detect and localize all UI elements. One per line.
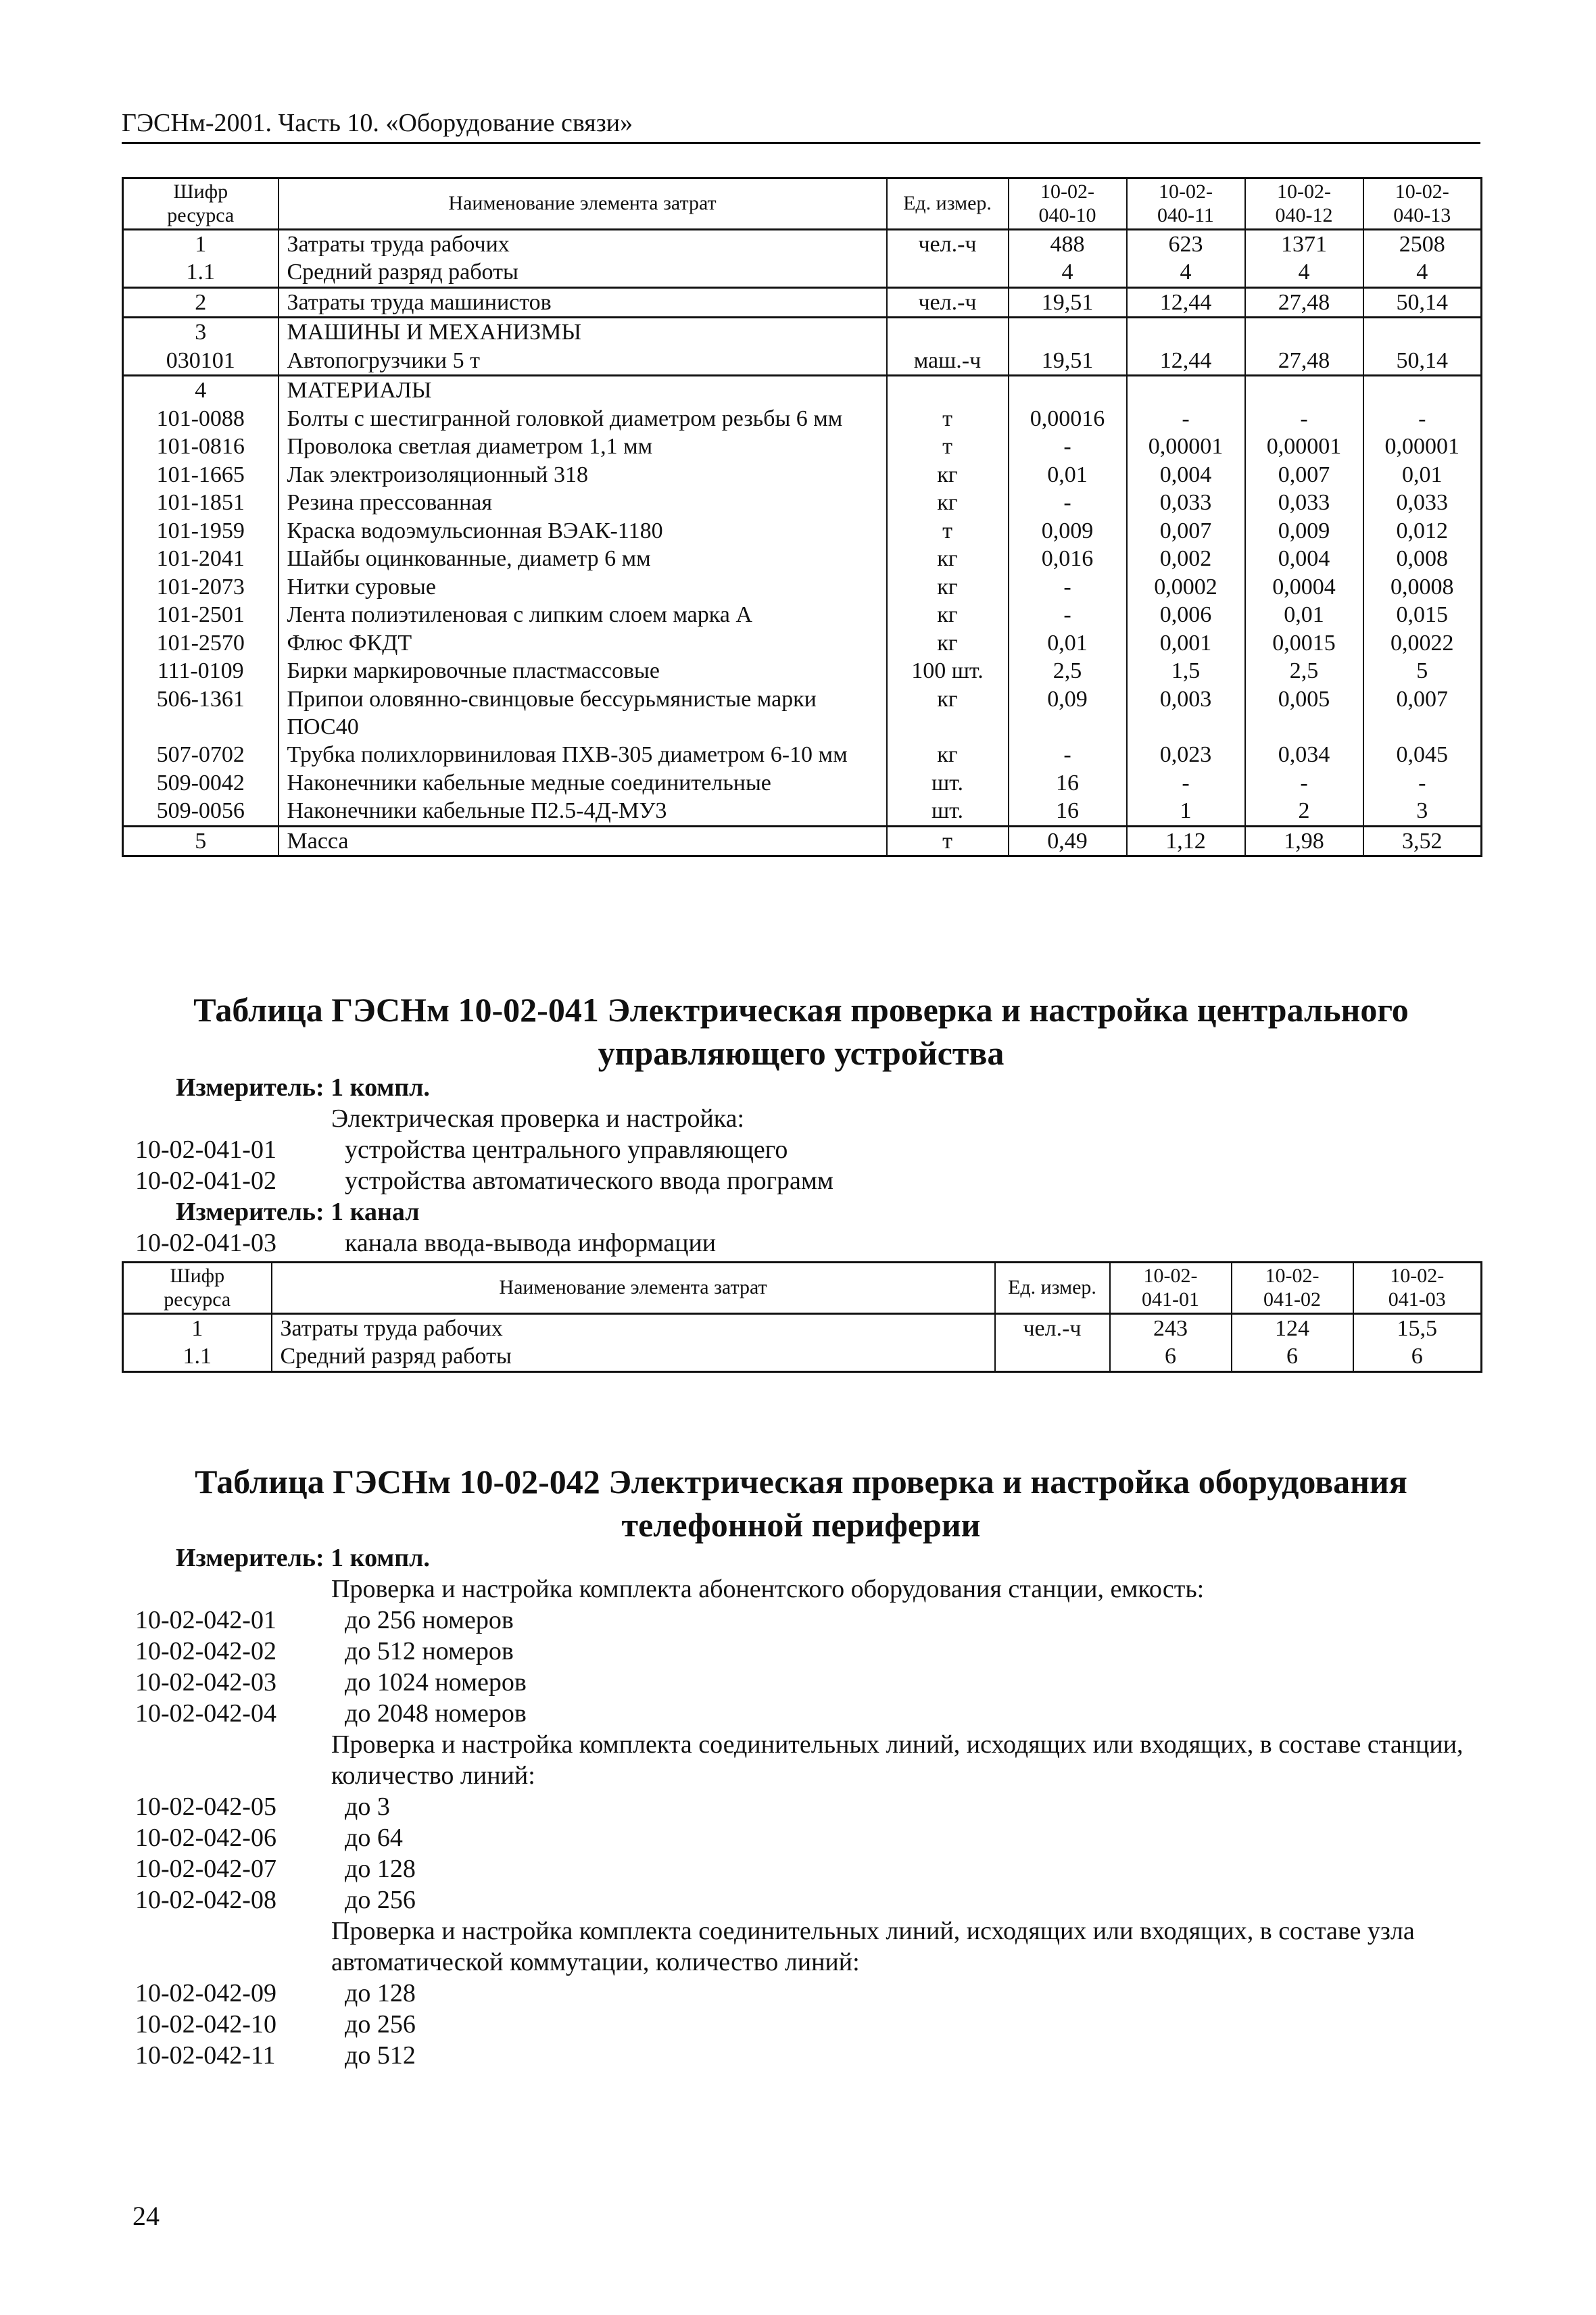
list-item: 10-02-041-03 канала ввода-вывода информации [135, 1229, 717, 1257]
cell-name: Краска водоэмульсионная ВЭАК-1180 [279, 517, 887, 545]
cell-code: 101-2501 [123, 601, 279, 629]
cell-v4: 0,007 [1363, 685, 1482, 741]
table-row [123, 657, 1482, 685]
cell-name: Затраты труда машинистов [279, 287, 887, 317]
cell-v2 [1127, 318, 1245, 347]
cell-v2 [1127, 376, 1245, 405]
cell-v4: 0,01 [1363, 461, 1482, 489]
cell-v3: 0,009 [1245, 517, 1363, 545]
cell-unit: т [887, 826, 1009, 856]
cell-v1: - [1009, 433, 1127, 460]
col-header-name: Наименование элемента затрат [272, 1263, 995, 1314]
list-item: 10-02-042-07 до 128 [135, 1855, 416, 1883]
cell-unit: кг [887, 545, 1009, 572]
cell-v4 [1363, 376, 1482, 405]
cell-unit [887, 376, 1009, 405]
cell-code: 506-1361 [123, 685, 279, 741]
cell-name: Автопогрузчики 5 т [279, 347, 887, 376]
cell-v1 [1009, 376, 1127, 405]
cell-v2: 0,001 [1127, 629, 1245, 657]
table-row [123, 741, 1482, 769]
col-header-041-03: 10-02- 041-03 [1353, 1263, 1482, 1314]
cell-name: Припои оловянно-свинцовые бессурьмянистые марки ПОС40 [279, 685, 887, 741]
section-intro: Проверка и настройка комплекта соединительных линий, исходящих или входящих, в составе узла автоматической коммутации, количество линий: [331, 1917, 1415, 1976]
cell-name: Болты с шестигранной головкой диаметром резьбы 6 мм [279, 405, 887, 433]
list-item: 10-02-042-09 до 128 [135, 1979, 416, 2007]
table-row: 1.1 Средний разряд работы 6 6 6 [123, 1342, 1482, 1371]
measure-unit: Измеритель: 1 канал [176, 1198, 420, 1226]
cell-v1: 4 [1009, 258, 1127, 287]
cell-v4: 0,0022 [1363, 629, 1482, 657]
cell-v3 [1245, 318, 1363, 347]
cell-v1: 2,5 [1009, 657, 1127, 685]
table-row [123, 433, 1482, 460]
cell-v2: 0,006 [1127, 601, 1245, 629]
col-header-code: Шифр ресурса [123, 1263, 272, 1314]
cell-unit: кг [887, 741, 1009, 769]
table-row [123, 629, 1482, 657]
measure-unit: Измеритель: 1 компл. [176, 1544, 430, 1572]
cell-code: 101-2073 [123, 573, 279, 601]
col-header-code: Шифр ресурса [123, 178, 279, 230]
section-042-spec [122, 1542, 1480, 2071]
cell-name: Резина прессованная [279, 489, 887, 516]
cell-unit: 100 шт. [887, 657, 1009, 685]
cell-v2: 12,44 [1127, 347, 1245, 376]
list-item: 10-02-042-05 до 3 [135, 1793, 390, 1821]
cell-v1: 0,009 [1009, 517, 1127, 545]
col-header-040-12: 10-02- 040-12 [1245, 178, 1363, 230]
cell-name: МАТЕРИАЛЫ [279, 376, 887, 405]
cell-unit: чел.-ч [887, 230, 1009, 259]
cell-v3: 0,0015 [1245, 629, 1363, 657]
cell-v3: 1371 [1245, 230, 1363, 259]
measure-unit: Измеритель: 1 компл. [176, 1073, 430, 1102]
running-header: ГЭСНм-2001. Часть 10. «Оборудование связи» [122, 108, 1480, 144]
resource-table-041 [122, 1261, 1482, 1373]
table-row [123, 685, 1482, 741]
cell-v2: 1,5 [1127, 657, 1245, 685]
cell-v3: 0,005 [1245, 685, 1363, 741]
list-item: 10-02-042-02 до 512 номеров [135, 1637, 514, 1665]
cell-name: Флюс ФКДТ [279, 629, 887, 657]
cell-unit: кг [887, 601, 1009, 629]
table-row [123, 601, 1482, 629]
cell-v3: - [1245, 769, 1363, 797]
table-042-title: Таблица ГЭСНм 10-02-042 Электрическая проверка и настройка оборудования телефонной периферии [195, 1463, 1407, 1544]
cell-name: Масса [279, 826, 887, 856]
cell-v2: 12,44 [1127, 287, 1245, 317]
cell-code: 101-0088 [123, 405, 279, 433]
cell-v4: 50,14 [1363, 287, 1482, 317]
table-header-row [123, 178, 1482, 230]
cell-v4 [1363, 318, 1482, 347]
col-header-unit: Ед. измер. [995, 1263, 1110, 1314]
cell-code: 101-1959 [123, 517, 279, 545]
cell-name: МАШИНЫ И МЕХАНИЗМЫ [279, 318, 887, 347]
cell-v1: 0,49 [1009, 826, 1127, 856]
cell-unit: т [887, 517, 1009, 545]
cell-v4: 3,52 [1363, 826, 1482, 856]
cell-name: Проволока светлая диаметром 1,1 мм [279, 433, 887, 460]
cell-v4: 0,008 [1363, 545, 1482, 572]
table-row [123, 376, 1482, 405]
cell-v1: - [1009, 601, 1127, 629]
cell-code: 101-2041 [123, 545, 279, 572]
cell-v1: 19,51 [1009, 347, 1127, 376]
table-041-title: Таблица ГЭСНм 10-02-041 Электрическая проверка и настройка центрального управляющего устройства [193, 991, 1409, 1072]
list-item: 10-02-042-03 до 1024 номеров [135, 1668, 527, 1697]
col-header-name: Наименование элемента затрат [279, 178, 887, 230]
cell-v1: 0,016 [1009, 545, 1127, 572]
cell-v1: 0,01 [1009, 461, 1127, 489]
table-row [123, 573, 1482, 601]
cell-name: Наконечники кабельные медные соединительные [279, 769, 887, 797]
table-row [123, 405, 1482, 433]
cell-unit: кг [887, 461, 1009, 489]
cell-code: 509-0056 [123, 797, 279, 826]
table-row [123, 545, 1482, 572]
cell-v2: 623 [1127, 230, 1245, 259]
cell-v2: 4 [1127, 258, 1245, 287]
cell-name: Шайбы оцинкованные, диаметр 6 мм [279, 545, 887, 572]
cell-v4: 50,14 [1363, 347, 1482, 376]
list-item: 10-02-042-11 до 512 [135, 2041, 416, 2070]
cell-v4: 0,012 [1363, 517, 1482, 545]
cell-v3: 0,00001 [1245, 433, 1363, 460]
cell-v3: 0,033 [1245, 489, 1363, 516]
cell-v3: 0,034 [1245, 741, 1363, 769]
table-row [123, 258, 1482, 287]
col-header-040-11: 10-02- 040-11 [1127, 178, 1245, 230]
table-row [123, 826, 1482, 856]
list-item: 10-02-042-01 до 256 номеров [135, 1606, 514, 1634]
cell-v4: 0,033 [1363, 489, 1482, 516]
cell-v2: 0,033 [1127, 489, 1245, 516]
table-row [123, 489, 1482, 516]
cell-code: 509-0042 [123, 769, 279, 797]
cell-code: 2 [123, 287, 279, 317]
cell-v1: 16 [1009, 797, 1127, 826]
cell-v1: 19,51 [1009, 287, 1127, 317]
cell-code: 101-1665 [123, 461, 279, 489]
table-row [123, 318, 1482, 347]
cell-v3: 4 [1245, 258, 1363, 287]
cell-v3 [1245, 376, 1363, 405]
cell-code: 507-0702 [123, 741, 279, 769]
cell-v4: 0,015 [1363, 601, 1482, 629]
page-number: 24 [132, 2201, 160, 2231]
cell-unit: кг [887, 685, 1009, 741]
section-intro: Проверка и настройка комплекта абонентского оборудования станции, емкость: [331, 1575, 1205, 1603]
cell-name: Нитки суровые [279, 573, 887, 601]
cell-unit: т [887, 405, 1009, 433]
cell-v4: 5 [1363, 657, 1482, 685]
cell-name: Бирки маркировочные пластмассовые [279, 657, 887, 685]
resource-table-040 [122, 177, 1482, 857]
cell-v1 [1009, 318, 1127, 347]
section-intro: Электрическая проверка и настройка: [331, 1104, 745, 1133]
col-header-040-10: 10-02- 040-10 [1009, 178, 1127, 230]
cell-v3: 2 [1245, 797, 1363, 826]
cell-v4: - [1363, 405, 1482, 433]
cell-code: 030101 [123, 347, 279, 376]
table-row [123, 461, 1482, 489]
list-item: 10-02-041-01 устройства центрального управляющего [135, 1136, 788, 1164]
table-row [123, 347, 1482, 376]
table-header-row [123, 1263, 1482, 1314]
cell-v3: 2,5 [1245, 657, 1363, 685]
cell-v2: 0,0002 [1127, 573, 1245, 601]
cell-v2: 0,003 [1127, 685, 1245, 741]
list-item: 10-02-042-04 до 2048 номеров [135, 1699, 527, 1728]
cell-name: Лак электроизоляционный 318 [279, 461, 887, 489]
cell-v2: - [1127, 405, 1245, 433]
cell-name: Лента полиэтиленовая с липким слоем марка А [279, 601, 887, 629]
cell-unit [887, 258, 1009, 287]
cell-v1: - [1009, 741, 1127, 769]
cell-code: 101-0816 [123, 433, 279, 460]
cell-code: 5 [123, 826, 279, 856]
cell-code: 1 [123, 230, 279, 259]
list-item: 10-02-042-10 до 256 [135, 2010, 416, 2039]
cell-v1: 16 [1009, 769, 1127, 797]
cell-v4: 4 [1363, 258, 1482, 287]
cell-code: 111-0109 [123, 657, 279, 685]
cell-v1: 0,09 [1009, 685, 1127, 741]
list-item: 10-02-042-08 до 256 [135, 1886, 416, 1914]
cell-name: Средний разряд работы [279, 258, 887, 287]
cell-name: Затраты труда рабочих [279, 230, 887, 259]
cell-v2: 0,007 [1127, 517, 1245, 545]
cell-code: 3 [123, 318, 279, 347]
col-header-unit: Ед. измер. [887, 178, 1009, 230]
list-item: 10-02-041-02 устройства автоматического ввода программ [135, 1167, 833, 1195]
cell-v1: 0,00016 [1009, 405, 1127, 433]
col-header-041-02: 10-02- 041-02 [1232, 1263, 1353, 1314]
cell-v4: 3 [1363, 797, 1482, 826]
table-row [123, 230, 1482, 259]
table-row [123, 769, 1482, 797]
cell-v1: - [1009, 489, 1127, 516]
cell-unit: шт. [887, 797, 1009, 826]
cell-v2: 0,002 [1127, 545, 1245, 572]
cell-name: Трубка полихлорвиниловая ПХВ-305 диаметром 6-10 мм [279, 741, 887, 769]
cell-v3: - [1245, 405, 1363, 433]
col-header-041-01: 10-02- 041-01 [1110, 1263, 1232, 1314]
cell-unit: чел.-ч [887, 287, 1009, 317]
cell-unit: шт. [887, 769, 1009, 797]
cell-v4: 2508 [1363, 230, 1482, 259]
cell-code: 4 [123, 376, 279, 405]
cell-v4: - [1363, 769, 1482, 797]
table-row [123, 797, 1482, 826]
table-row [123, 287, 1482, 317]
cell-v3: 0,004 [1245, 545, 1363, 572]
col-header-040-13: 10-02- 040-13 [1363, 178, 1482, 230]
cell-v4: 0,0008 [1363, 573, 1482, 601]
list-item: 10-02-042-06 до 64 [135, 1824, 403, 1852]
cell-v4: 0,00001 [1363, 433, 1482, 460]
cell-v2: 0,00001 [1127, 433, 1245, 460]
cell-unit: кг [887, 489, 1009, 516]
cell-v3: 27,48 [1245, 347, 1363, 376]
cell-code: 1.1 [123, 258, 279, 287]
cell-v1: 0,01 [1009, 629, 1127, 657]
cell-v3: 1,98 [1245, 826, 1363, 856]
cell-v3: 0,0004 [1245, 573, 1363, 601]
cell-v3: 27,48 [1245, 287, 1363, 317]
cell-v1: - [1009, 573, 1127, 601]
cell-v4: 0,045 [1363, 741, 1482, 769]
cell-unit: кг [887, 573, 1009, 601]
cell-v1: 488 [1009, 230, 1127, 259]
cell-v3: 0,01 [1245, 601, 1363, 629]
table-row: 1 Затраты труда рабочих чел.-ч 243 124 15,5 [123, 1314, 1482, 1343]
section-intro: Проверка и настройка комплекта соединительных линий, исходящих или входящих, в составе станции, количество линий: [331, 1730, 1464, 1790]
cell-v2: 0,023 [1127, 741, 1245, 769]
cell-v3: 0,007 [1245, 461, 1363, 489]
cell-v2: 1,12 [1127, 826, 1245, 856]
cell-v2: 1 [1127, 797, 1245, 826]
cell-v2: 0,004 [1127, 461, 1245, 489]
cell-code: 101-2570 [123, 629, 279, 657]
cell-unit [887, 318, 1009, 347]
cell-name: Наконечники кабельные П2.5-4Д-МУ3 [279, 797, 887, 826]
cell-unit: т [887, 433, 1009, 460]
table-row [123, 517, 1482, 545]
cell-code: 101-1851 [123, 489, 279, 516]
section-041-spec [122, 1072, 1480, 1259]
cell-unit: маш.-ч [887, 347, 1009, 376]
cell-unit: кг [887, 629, 1009, 657]
cell-v2: - [1127, 769, 1245, 797]
